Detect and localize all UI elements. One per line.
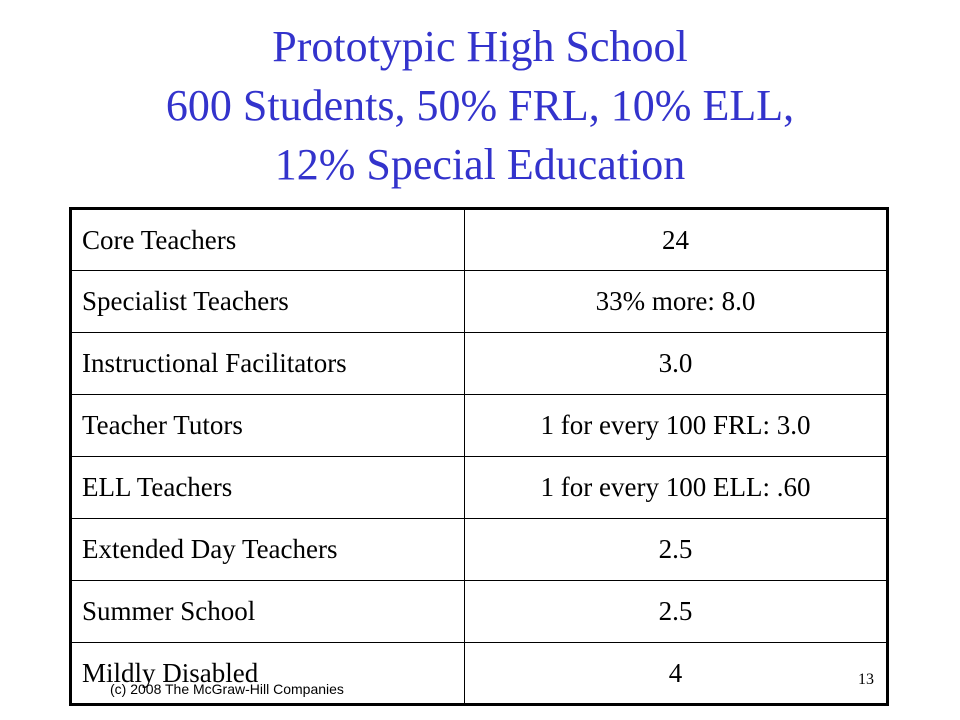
row-label: Mildly Disabled [71, 643, 465, 705]
row-label: Instructional Facilitators [71, 333, 465, 395]
table-row [71, 581, 888, 643]
row-label: Teacher Tutors [71, 395, 465, 457]
table-row [71, 333, 888, 395]
row-label: Summer School [71, 581, 465, 643]
page-number: 13 [858, 671, 874, 688]
row-label: Extended Day Teachers [71, 519, 465, 581]
table-row [71, 209, 888, 271]
table-row [71, 395, 888, 457]
row-label: ELL Teachers [71, 457, 465, 519]
table-row [71, 457, 888, 519]
title-line-3: 12% Special Education [274, 140, 686, 189]
row-value: 2.5 [465, 519, 888, 581]
row-value: 33% more: 8.0 [465, 271, 888, 333]
row-label: Core Teachers [71, 209, 465, 271]
table-row [71, 519, 888, 581]
title-line-2: 600 Students, 50% FRL, 10% ELL, [165, 81, 795, 130]
row-label: Specialist Teachers [71, 271, 465, 333]
row-value: 2.5 [465, 581, 888, 643]
row-value: 1 for every 100 FRL: 3.0 [465, 395, 888, 457]
table-row [71, 271, 888, 333]
row-value: 3.0 [465, 333, 888, 395]
row-value: 24 [465, 209, 888, 271]
slide-title [0, 17, 960, 194]
row-value: 4 [465, 643, 888, 705]
title-line-1: Prototypic High School [272, 22, 688, 71]
row-value: 1 for every 100 ELL: .60 [465, 457, 888, 519]
staffing-table [69, 207, 889, 706]
copyright-notice: (c) 2008 The McGraw-Hill Companies [110, 681, 344, 697]
